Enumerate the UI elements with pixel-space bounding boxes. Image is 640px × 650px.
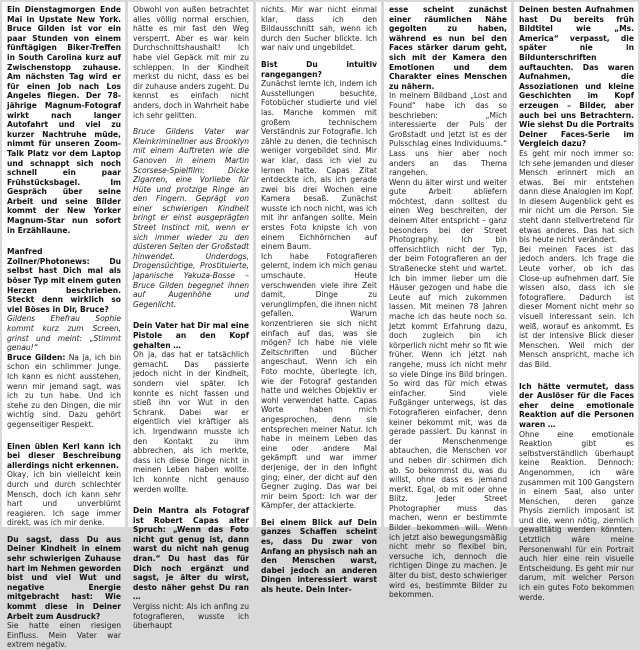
paragraph-text: Bei meinen Faces ist das jedoch anders. Ich frage die Leute vorher, ob ich das Close-up aufnehmen darf. Sie wissen also, dass ich sie fotografiere. Dadurch ist dieser Moment nicht mehr so visuell interessant sein. Ich weiß, worauf es ankommt. Es ist der intensive Blick dieser Menschen. Weil mich der Mensch anspricht, mache ich das Bild. xyxy=(519,244,634,369)
paragraph-text: Zunächst lernte ich, indem ich Ausstellungen besuchte, Fotobücher studierte und viel las. Manche kommen mit großem technischem Verständnis zur Fotografie. Ich zähle zu denen, die technisch weniger vorgebildet sind. Mir war klar, dass ich viel zu lernen hatte. Capas Zitat entdeckte ich, als ich gerade zwei bis drei Wochen eine Kamera besaß. Zunächst wusste ich noch nicht, was ich mit ihr anfangen sollte. Mein erstes Foto knipste ich von einem Eichhörnchen auf einem Baum. xyxy=(261,79,377,252)
paragraph-gap xyxy=(133,309,249,321)
paragraph-text: Bist Du intuitiv rangegangen? xyxy=(261,59,377,79)
question-paragraph xyxy=(133,506,249,602)
answer-paragraph xyxy=(519,149,634,245)
paragraph-gap xyxy=(7,235,121,247)
paragraph-text: Okay, ich bin vielleicht kein durch und durch schlechter Mensch, doch ich kann sehr hart und unverblümt reagieren. Ich sage immer direkt, was ich mir denke. xyxy=(7,470,121,528)
paragraph-text: Ich habe Fotografieren gelernt, indem ich mich genau umschaute. Heute verschwenden viele ihre Zeit damit, Dinge zu verunglimpfen, die ihnen nicht gefallen. Warum konzentrieren sie sich nicht einfach auf das, was sie mögen? Ich habe nie viele Zeitschriften und Bücher angeschaut. Wenn ich ein Foto mochte, überlegte ich, wie der Fotograf gestanden hatte und welches Objektiv er wohl verwendet hatte. Capas Worte haben mich angesprochen, denn sie entsprechen meiner Natur. Ich habe in meinem Leben das eine oder andere Mal gekämpft und war immer derjenige, der in den Infight ging; einer, der dicht auf den Gegner zuging. Das war bei mir beim Sport: Ich war der Kämpfer, der attackierte. xyxy=(261,251,377,511)
paragraph-text: Obwohl von außen betrachtet alles völlig normal erschien, hätte es mir fast den Weg versperrt. Aber es war kein Durchschnittshaushalt! Ich habe viel Gepäck mit mir zu schleppen. In der Kindheit merkst du nicht, dass es bei dir zuhause anders zugeht. Du kennst es einfach nicht anders, doch in Wahrheit habe ich sehr gelitten. xyxy=(133,5,249,120)
question-paragraph xyxy=(519,382,634,430)
question-paragraph xyxy=(7,5,121,235)
paragraph-text: esse scheint zunächst einer räumlichen Nähe gegolten zu haben, während es nun bei den Faces stärker darum geht, sich mit der Kamera den Emotionen und dem Charakter eines Menschen zu nähern. xyxy=(389,5,507,91)
paragraph-text: Dein Mantra als Fotograf ist Robert Capas alter Spruch: „Wenn das Foto nicht gut genug ist, dann warst du nicht nah genug dran.“ Du hast das für Dich noch ergänzt und sagst, je älter du wirst, desto näher gehst Du ran … xyxy=(133,506,249,602)
answer-paragraph xyxy=(7,621,121,650)
answer-paragraph xyxy=(133,350,249,494)
answer-paragraph xyxy=(133,602,249,631)
italic-note xyxy=(7,314,121,352)
paragraph-gap xyxy=(519,370,634,382)
paragraph-text: Deinen besten Aufnahmen hast Du bereits früh Bildtitel wie „Ms. America“ verpasst, die später nie in Bildunterschriften auftauchten. Das waren Aufnahmen, die Assoziationen und kleine Geschichten im Kopf erzeugen – Bilder, aber auch bei uns Betrachtern. Wie siehst Du die Portraits Deiner Faces-Serie im Vergleich dazu? xyxy=(519,5,634,149)
paragraph-gap xyxy=(133,494,249,506)
paragraph-text: Manfred Zollner/Photonews: Du selbst hast Dich mal als böser Typ mit einem guten Herzen beschrieben. Steckt denn wirklich so viel Böses in Dir, Bruce? xyxy=(7,247,121,314)
text-column-1 xyxy=(2,2,125,650)
paragraph-text: Gildens Ehefrau Sophie kommt kurz zum Screen, grinst und meint: „Stimmt genau!“ xyxy=(7,314,121,353)
paragraph-text: nichts. Mir war nicht einmal klar, dass ich den Bildausschnitt sah, wenn ich durch den Sucher blickte. Ich war naiv und ungebildet. xyxy=(261,5,377,53)
paragraph-gap xyxy=(261,511,377,518)
paragraph-text: Dein Vater hat Dir mal eine Pistole an den Kopf gehalten … xyxy=(133,321,249,350)
answer-paragraph xyxy=(133,5,249,120)
paragraph-text: Bei einem Blick auf Dein ganzes Schaffen scheint es, dass Du zwar von Anfang an physisch nah an den Menschen warst, dabei jedoch an anderen Dingen interessiert warst als heute. Dein Inter- xyxy=(261,517,377,595)
paragraph-text: Vergiss nicht: Als ich anfing zu fotografieren, wusste ich überhaupt xyxy=(133,602,249,631)
paragraph-text: Oh ja, das hat er tatsächlich gemacht. Das passierte jedoch nicht in der Kindheit, sondern viel später. Ich konnte es nicht fassen und stieß ihn vor Wut in den Schrank. Dabei war er eigentlich viel kräftiger als ich. Irgendwann musste ich den Kontakt zu ihm abbrechen, als ich merkte, dass ich diese Dinge nicht in meinen Leben haben wollte. Ich konnte nicht genauso werden wollte. xyxy=(133,350,249,494)
answer-paragraph xyxy=(519,245,634,370)
paragraph-text: Ohne eine emotionale Reaktion gibt es selbstverständlich überhaupt keine Reaktion. Dennoch: Angenommen, ich wäre zusammen mit 100 Gangstern in einem Saal, also unter Menschen, deren ganze Physis ziemlich imposant ist und die, wenn nötig, ziemlich gewalttätig werden könnten. Letztlich wäre meine Personenwahl für ein Portrait auch hier eine rein visuelle Entscheidung. Es geht mir nur darum, mit welcher Person ich ein gutes Foto bekommen werde. xyxy=(519,429,634,602)
paragraph-text: Du sagst, dass Du aus Deiner Kindheit in einem sehr schwierigen Zuhause hart im Nehmen geworden bist und viel Wut und negative Energie mitgebracht hast: Wie kommt diese in Deiner Arbeit zum Ausdruck? xyxy=(7,534,121,621)
text-column-4 xyxy=(384,2,511,600)
paragraph-text: Na ja, ich bin schon ein schlimmer Junge. Ich kann es nicht ausstehen, wenn mir jemand sagt, was ich zu tun habe. Und ich stehe zu den Dingen, die mir wichtig sind. Dazu gehört gegenseitiger Respekt. xyxy=(7,352,121,429)
text-column-5 xyxy=(514,2,638,602)
answer-paragraph xyxy=(7,470,121,528)
paragraph-text: Sie hatte einen riesigen Einfluss. Mein Vater war extrem negativ. xyxy=(7,621,121,650)
paragraph-text: In meinem Bildband „Lost and Found“ habe ich das so beschrieben: „Mich interessierte der Puls der Großstadt und jetzt ist es der Pulsschlag eines Individuums.“ Lass uns hier aber noch anders an das Thema rangehen. xyxy=(389,91,507,178)
question-paragraph xyxy=(389,5,507,91)
paragraph-text: Ein Dienstagmorgen Ende Mai in Upstate New York. Bruce Gilden ist vor ein paar Stunden von einem fünftägigen Biker-Treffen in South Carolina kurz auf Zwischenstopp zuhause. Am nächsten Tag wird er für einen Job nach Los Angeles fliegen. Der 78-jährige Magnum-Fotograf wirkt nach langer Autofahrt und viel zu kurzer Nachtruhe müde, nimmt für unseren Zoom-Talk Platz vor dem Laptop und schnappt sich noch schnell ein paar Frühstücksbagel. Im Gespräch über seine Arbeit und seine Bilder kommt der New Yorker Magnum-Star nun sofort in Erzähllaune. xyxy=(7,5,121,235)
question-paragraph xyxy=(261,518,377,595)
answer-paragraph xyxy=(389,91,507,177)
paragraph-text: Ich hätte vermutet, dass der Auslöser für die Faces eher deine emotionale Reaktion auf die Personen waren … xyxy=(519,381,634,429)
text-column-2 xyxy=(128,2,253,631)
paragraph-gap xyxy=(7,430,121,442)
answer-paragraph xyxy=(519,430,634,603)
italic-note xyxy=(133,127,249,309)
question-paragraph xyxy=(133,321,249,350)
question-paragraph xyxy=(519,5,634,149)
speaker-name: Bruce Gilden: xyxy=(7,352,66,362)
paragraph-gap xyxy=(133,120,249,127)
answer-paragraph xyxy=(7,353,121,430)
question-paragraph xyxy=(7,247,121,314)
text-column-3 xyxy=(256,2,381,595)
answer-paragraph xyxy=(261,79,377,252)
answer-paragraph xyxy=(261,5,377,53)
paragraph-text: Wenn du älter wirst und weiter gute Arbeit abliefern möchtest, dann solltest du einen Weg beschreiten, der deinem Alter entspricht – ganz besonders bei der Street Photography. Ich bin offensichtlich nicht der Typ, der beim Fotografieren an der Straßenecke steht und wartet. Ich bin immer lieber um die Häuser gezogen und habe die Leute auf mich zukommen lassen. Mit meinen 78 Jahren mache ich das heute noch so. Jetzt kommt Erfahrung dazu, doch zugleich bin ich körperlich nicht mehr so fit wie früher. Wenn ich jetzt nah rangehe, muss ich nicht mehr so viele Dinge ins Bild bringen. So wird das für mich etwas einfacher. Sind viele Fußgänger unterwegs, ist das Fotografieren einfacher, denn keiner bekommt mit, was da gerade passiert. Du kannst in der Menschenmenge abtauchen, die Menschen vor und neben dir schirmen dich ab. So bekommst du, was du willst, ohne dass es jemand merkt. Egal, ob mit oder ohne Blitz. Jeder Street Photographer muss das machen, wenn er bestimmte Bilder bekommen will. Wenn ich jetzt also bewegungsmäßig nicht mehr so flexibel bin, versuche ich, dennoch die richtigen Dinge zu machen. Je älter du bist, desto schwieriger wird es, bestimmte Bilder zu bekommen. xyxy=(389,177,507,600)
answer-paragraph xyxy=(389,178,507,600)
answer-paragraph xyxy=(261,252,377,511)
paragraph-text: Bruce Gildens Vater war Kleinkriminellner aus Brooklyn mit einem Auftreten wie die Ganoven in einem Martin Scorsese-Spielfilm: Dicke Zigarren, eine Vorliebe für Hüte und protzige Ringe an den Fingern. Geprägt von einer schwierigen Kindheit bringt er einst ausgeprägten Street Instinct mit, wenn er sich immer wieder zu den düsteren Seiten der Großstadt hinwendet. Underdogs, Drogensüchtige, Prostituierte, japanische Yakuza-Bosse – Bruce Gilden begegnet ihnen auf Augenhöhe und Gegenlicht. xyxy=(133,127,249,309)
question-paragraph xyxy=(7,442,121,471)
paragraph-gap xyxy=(261,53,377,60)
paragraph-text: Es geht mir noch immer so: Ich sehe jemanden und dieser Mensch erinnert mich an etwas. Bei mir entstehen dann diese Analogien im Kopf. In diesem Augenblick geht es mir nicht um die Person. Sie steht dann stellvertretend für etwas anderes. Das hat sich bis heute nicht verändert. xyxy=(519,148,634,245)
question-paragraph xyxy=(261,60,377,79)
question-paragraph xyxy=(7,535,121,621)
paragraph-text: Einen üblen Kerl kann ich bei dieser Beschreibung allerdings nicht erkennen. xyxy=(7,441,121,470)
paragraph-gap xyxy=(7,528,121,535)
